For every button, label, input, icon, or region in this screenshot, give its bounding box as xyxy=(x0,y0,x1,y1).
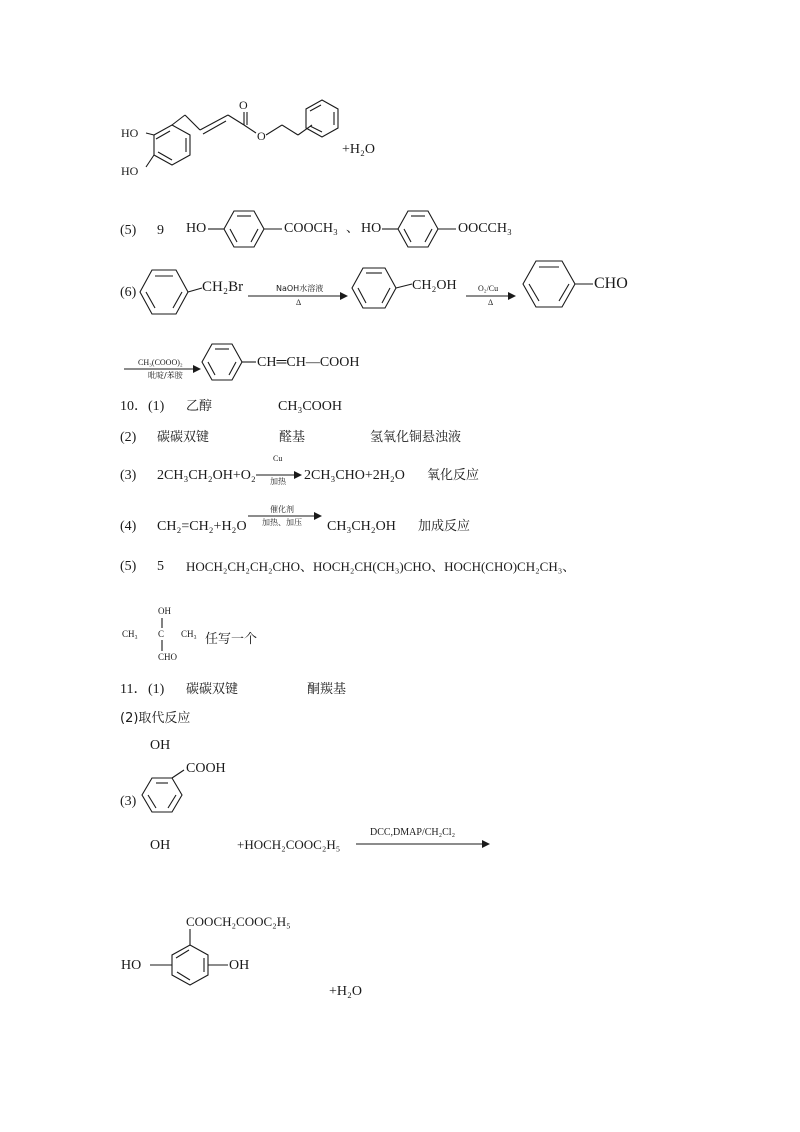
carbonyl-o-label: O xyxy=(239,98,248,112)
q10-2-answer-a: 碳碳双键 xyxy=(157,430,210,445)
q10-5-count: 5 xyxy=(157,559,164,574)
arrow-q11-3 xyxy=(356,840,490,848)
aldehyde-sub: CHO xyxy=(594,275,628,292)
separator: 、 xyxy=(346,221,360,236)
reagent-3: CH₃(COOO)₂ xyxy=(138,358,183,367)
q10-5-c: C xyxy=(158,629,165,639)
condition-1: Δ xyxy=(296,298,302,307)
q10-1-answer-b: CH₃COOH xyxy=(278,399,342,414)
benzyl-bromide-structure xyxy=(140,270,202,314)
q11-1-answer-a: 碳碳双键 xyxy=(186,682,239,697)
item6-label: (6) xyxy=(120,285,137,300)
q10-4-condition: 加热、加压 xyxy=(262,518,302,527)
iso1-ho: HO xyxy=(186,221,207,236)
q10-1-answer-a: 乙醇 xyxy=(186,399,213,414)
q10-4-label: (4) xyxy=(120,519,137,534)
benzyl-alcohol-structure xyxy=(352,268,412,308)
q10-3-condition: 加热 xyxy=(270,477,286,486)
reagent-2: O₂/Cu xyxy=(478,284,499,293)
q10-2-label: (2) xyxy=(120,430,137,445)
q10-5-oh: OH xyxy=(158,606,171,616)
q10-2-answer-c: 氢氧化铜悬浊液 xyxy=(370,430,462,445)
isomer-2-structure xyxy=(382,211,456,247)
q11-3-label: (3) xyxy=(120,794,137,809)
cinnamic-acid-sub: CH═CH—COOH xyxy=(257,355,360,370)
condition-3: 吡啶/苯胺 xyxy=(148,371,183,380)
cinnamic-acid-ring xyxy=(202,344,256,380)
condition-2: Δ xyxy=(488,298,494,307)
isomer-1-structure xyxy=(208,211,282,247)
plus-water-item4: +H₂O xyxy=(342,142,375,157)
q10-3-reaction-type: 氧化反应 xyxy=(427,468,480,483)
iso2-ester: OOCCH₃ xyxy=(458,221,512,236)
ho-top-label: HO xyxy=(121,126,139,140)
q11-2: (2)取代反应 xyxy=(120,711,191,726)
plus-water-q11: +H₂O xyxy=(329,984,362,999)
q10-4-product: CH₃CH₂OH xyxy=(327,519,396,534)
q11-3-cooh: COOH xyxy=(186,761,226,776)
reagent-1: NaOH水溶液 xyxy=(276,284,324,293)
benzyl-alcohol-sub: CH₂OH xyxy=(412,278,457,293)
q10-5-isomer-list: HOCH₂CH₂CH₂CHO、HOCH₂CH(CH₃)CHO、HOCH(CHO)CH₂CH₃、 xyxy=(186,559,576,574)
q11-3-reagent: +HOCH₂COOC₂H₅ xyxy=(237,837,341,852)
item5-label: (5) xyxy=(120,223,137,238)
iso2-ho: HO xyxy=(361,221,382,236)
q11-3-oh-bottom: OH xyxy=(150,838,171,853)
dihydroxybenzoic-acid-structure xyxy=(142,770,184,812)
q10-5-ch3-left: CH₃ xyxy=(122,629,138,639)
q10-1-label: (1) xyxy=(148,399,165,414)
q10-4-reactants: CH₂=CH₂+H₂O xyxy=(157,519,247,534)
ho-bottom-label: HO xyxy=(121,164,139,178)
q11-product-ester-sub: COOCH₂COOC₂H₅ xyxy=(186,914,291,929)
q10-5-ch3-right: CH₃ xyxy=(181,629,197,639)
q10-3-label: (3) xyxy=(120,468,137,483)
ester-o-label: O xyxy=(257,129,266,143)
q10-4-catalyst: 催化剂 xyxy=(270,505,294,514)
q10-5-note: 任写一个 xyxy=(205,632,258,647)
q11-3-oh-top: OH xyxy=(150,738,171,753)
q10-4-reaction-type: 加成反应 xyxy=(418,519,471,534)
q11-3-conditions: DCC,DMAP/CH₂Cl₂ xyxy=(370,827,456,838)
q10-number: 10． xyxy=(120,399,148,414)
benzaldehyde-structure xyxy=(523,261,593,307)
q11-number: 11． xyxy=(120,682,148,697)
q10-3-reactants: 2CH₃CH₂OH+O₂ xyxy=(157,468,256,483)
q10-3-catalyst: Cu xyxy=(273,454,283,463)
q10-3-products: 2CH₃CHO+2H₂O xyxy=(304,468,405,483)
q10-2-answer-b: 醛基 xyxy=(279,430,306,445)
q10-5-label: (5) xyxy=(120,559,137,574)
product-ester-structure xyxy=(150,929,228,985)
q11-product-ho: HO xyxy=(121,958,142,973)
q11-1-answer-b: 酮羰基 xyxy=(307,682,347,697)
isomer-count: 9 xyxy=(157,223,164,238)
q11-product-oh: OH xyxy=(229,958,250,973)
iso1-ester: COOCH₃ xyxy=(284,221,338,236)
benzyl-bromide-sub: CH₂Br xyxy=(202,279,244,295)
q11-1-label: (1) xyxy=(148,682,165,697)
q10-5-cho: CHO xyxy=(158,652,178,662)
